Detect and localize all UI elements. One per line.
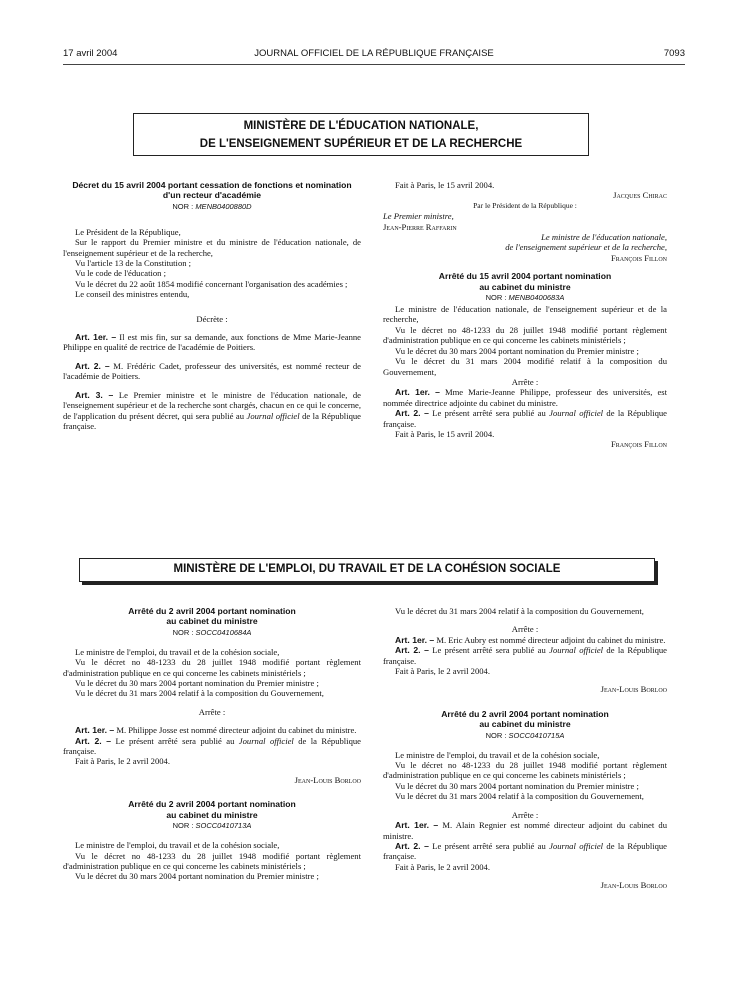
article-text: de la République française. [63,735,361,757]
arrete4-signature: Jean-Louis Borloo [600,880,667,891]
arrete1-heading: Arrête : [511,376,539,387]
ministry-education-line2: DE L'ENSEIGNEMENT SUPÉRIEUR ET DE LA RECHERCHE [199,138,523,150]
nor-label: NOR : [485,293,509,303]
decret-article-1 [63,332,361,353]
ministry-emploi-banner [79,558,655,582]
article-text: de la République française. [383,840,667,862]
nor-code: MENB0400880D [195,201,252,211]
article-label: Art. 1er. – [75,332,117,343]
journal-officiel-ref: Journal officiel [238,735,294,746]
journal-officiel-ref: Journal officiel [549,408,604,419]
ministre-label-line2: de l'enseignement supérieur et de la recherche, [505,242,667,253]
arrete2-title-line2: au cabinet du ministre [166,616,258,627]
arrete1-article-2 [383,408,667,429]
arrete2-line: Vu le décret du 31 mars 2004 relatif à la composition du Gouvernement, [75,688,324,699]
nor-label: NOR : [172,821,196,831]
arrete3-title-line2: au cabinet du ministre [166,809,258,820]
article-text: de la République française. [383,645,667,666]
arrete3-line: Vu le décret no 48-1233 du 28 juillet 1948 modifié portant règlement d'administration publique en ce qui concerne les cabinets ministériels ; [63,850,361,871]
decret-line: Vu le code de l'éducation ; [75,268,166,279]
article-text: M. Eric Aubry est nommé directeur adjoint du cabinet du ministre. [436,634,666,645]
ministry-education-line1: MINISTÈRE DE L'ÉDUCATION NATIONALE, [243,120,479,132]
decret-line: Vu l'article 13 de la Constitution ; [75,258,192,269]
article-label: Art. 2. – [75,360,110,371]
arrete4-line: Vu le décret du 31 mars 2004 relatif à la composition du Gouvernement, [395,791,644,802]
nor-code: SOCC0410684A [195,627,252,637]
signature-premier-ministre: Jean-Pierre Raffarin [383,221,457,232]
article-text: M. Frédéric Cadet, professeur des universités, est nommé recteur de l'académie de Poitiers. [63,360,361,382]
arrete1-title-line2: au cabinet du ministre [479,281,571,292]
arrete3-signature: Jean-Louis Borloo [600,684,667,695]
nor-label: NOR : [172,627,196,637]
article-label: Art. 2. – [75,735,112,746]
article-label: Art. 2. – [395,840,429,851]
arrete1-signature: François Fillon [610,439,667,450]
decret-signatures [383,180,667,450]
article-label: Art. 1er. – [75,725,115,736]
article-label: Art. 1er. – [395,387,440,398]
decrete-heading: Décrète : [196,313,228,324]
arrete2-line: Vu le décret du 30 mars 2004 portant nomination du Premier ministre ; [75,678,319,689]
nor-label: NOR : [485,730,509,740]
signature-president: Jacques Chirac [613,190,667,201]
arrete4-line: Le ministre de l'emploi, du travail et de la cohésion sociale, [395,749,600,760]
arrete2-signature: Jean-Louis Borloo [294,774,361,785]
decret-line: Vu le décret du 22 août 1854 modifié concernant l'organisation des académies ; [75,278,348,289]
article-text: M. Philippe Josse est nommé directeur adjoint du cabinet du ministre. [116,725,357,736]
nor-label: NOR : [172,201,196,211]
article-text: Le Premier ministre et le ministre de l'éducation nationale, de l'enseignement supérieur et de la recherche sont chargés, chacun en ce qui le concerne, de l'application du présent décret, qui sera publié au [63,389,361,421]
decret-title: Décret du 15 avril 2004 portant cessation de fonctions et nomination d'un recteur d'académie [72,180,352,201]
arrete2-nor [63,627,361,639]
decret-line: Sur le rapport du Premier ministre et du ministre de l'éducation nationale, de l'enseignement supérieur et de la recherche, [63,237,361,258]
ministry-education-banner [133,113,589,156]
arrete1-line: Vu le décret du 30 mars 2004 portant nomination du Premier ministre ; [395,345,639,356]
arrete2-section [63,606,361,882]
arrete1-line: Le ministre de l'éducation nationale, de l'enseignement supérieur et de la recherche, [383,304,667,325]
article-label: Art. 1er. – [395,634,435,645]
article-label: Art. 2. – [395,645,429,656]
decret-line: Le conseil des ministres entendu, [75,289,190,300]
article-text: de la République française. [63,410,361,431]
arrete4-title-line1: Arrêté du 2 avril 2004 portant nomination [441,708,609,719]
ministre-label-line1: Le ministre de l'éducation nationale, [541,232,667,243]
header-page-number: 7093 [663,48,685,59]
arrete3-title-line1: Arrêté du 2 avril 2004 portant nomination [128,799,296,810]
article-label: Art. 2. – [395,408,429,419]
arrete1-line: Vu le décret du 31 mars 2004 modifié relatif à la composition du Gouvernement, [383,356,667,377]
header-journal-title: JOURNAL OFFICIEL DE LA RÉPUBLIQUE FRANÇAISE [254,48,494,59]
arrete3-line: Vu le décret du 31 mars 2004 relatif à la composition du Gouvernement, [395,606,644,616]
nor-code: MENB0400683A [508,293,565,303]
arrete2-heading: Arrête : [198,706,226,717]
nor-code: SOCC0410715A [508,730,565,740]
journal-officiel-ref: Journal officiel [549,645,604,656]
decret-nor [63,201,361,213]
decret-line: Le Président de la République, [75,226,181,237]
arrete4-line: Vu le décret no 48-1233 du 28 juillet 1948 modifié portant règlement d'administration publique en ce qui concerne les cabinets ministériels ; [383,760,667,781]
decret-section [63,180,361,431]
arrete3-nor [63,820,361,832]
arrete2-fait: Fait à Paris, le 2 avril 2004. [75,756,170,767]
arrete3-article-2 [383,645,667,666]
arrete4-line: Vu le décret du 30 mars 2004 portant nomination du Premier ministre ; [395,780,639,791]
arrete1-fait: Fait à Paris, le 15 avril 2004. [395,428,495,439]
article-text: Il est mis fin, sur sa demande, aux fonctions de Mme Marie-Jeanne Philippe en qualité de rectrice de l'académie de Poitiers. [63,332,361,353]
ministry-emploi-line1: MINISTÈRE DE L'EMPLOI, DU TRAVAIL ET DE LA COHÉSION SOCIALE [173,563,561,575]
arrete3-heading: Arrête : [511,624,539,635]
arrete1-line: Vu le décret no 48-1233 du 28 juillet 1948 modifié portant règlement d'administration publique en ce qui concerne les cabinets ministériels ; [383,324,667,346]
arrete1-article-1 [383,387,667,408]
article-text: Mme Marie-Jeanne Philippe, professeur des universités, est nommée directrice adjointe du cabinet du ministre. [383,387,668,408]
article-text: de la République française. [383,408,667,429]
premier-ministre-label: Le Premier ministre, [383,211,454,222]
arrete3-line: Le ministre de l'emploi, du travail et de la cohésion sociale, [75,840,280,851]
nor-code: SOCC0410713A [195,821,252,831]
arrete3-article-1 [383,635,667,645]
par-le-president: Par le Président de la République : [473,200,577,210]
arrete1-nor [383,292,667,304]
arrete1-title-line1: Arrêté du 15 avril 2004 portant nomination [438,271,612,282]
arrete2-line: Vu le décret no 48-1233 du 28 juillet 1948 modifié portant règlement d'administration publique en ce qui concerne les cabinets ministériels ; [63,657,361,678]
arrete4-article-1 [383,820,667,841]
arrete2-article-1 [63,725,361,735]
arrete2-line: Le ministre de l'emploi, du travail et de la cohésion sociale, [75,646,280,657]
arrete4-article-2 [383,841,667,862]
arrete4-heading: Arrête : [511,809,539,820]
article-text: M. Alain Regnier est nommé directeur adjoint du cabinet du ministre. [383,820,667,841]
decret-article-3 [63,390,361,432]
arrete2-article-2 [63,736,361,757]
journal-officiel-ref: Journal officiel [246,410,300,421]
arrete3-continuation [383,606,667,891]
arrete4-fait: Fait à Paris, le 2 avril 2004. [395,861,490,872]
header-date: 17 avril 2004 [63,48,118,59]
journal-officiel-ref: Journal officiel [549,840,604,851]
article-text: Le présent arrêté sera publié au [432,645,550,656]
article-text: Le présent arrêté sera publié au [432,840,550,851]
arrete3-line: Vu le décret du 30 mars 2004 portant nomination du Premier ministre ; [75,871,319,882]
article-text: Le présent arrêté sera publié au [432,408,550,419]
arrete2-title-line1: Arrêté du 2 avril 2004 portant nomination [128,606,296,616]
decret-fait: Fait à Paris, le 15 avril 2004. [395,180,495,190]
article-label: Art. 3. – [75,389,114,400]
arrete4-nor [383,730,667,742]
header-rule [63,64,685,65]
article-text: Le présent arrêté sera publié au [115,735,239,746]
signature-ministre: François Fillon [610,252,667,263]
arrete3-fait: Fait à Paris, le 2 avril 2004. [395,666,490,677]
arrete4-title-line2: au cabinet du ministre [479,719,571,730]
article-label: Art. 1er. – [395,820,439,831]
decret-article-2 [63,361,361,382]
